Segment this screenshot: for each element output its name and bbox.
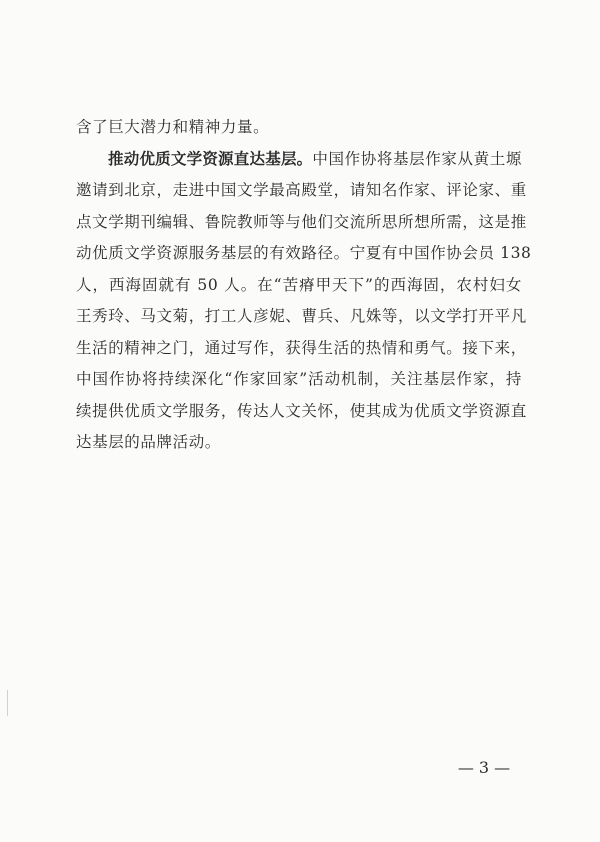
page-number: — 3 —: [457, 758, 511, 777]
paragraph-line-1-text: 中国作协将基层作家从黄土塬: [312, 149, 522, 168]
paragraph-line-4: 动优质文学资源服务基层的有效路径。宁夏有中国作协会员 138: [76, 244, 532, 262]
paragraph-line-7: 生活的精神之门，通过写作，获得生活的热情和勇气。接下来，: [76, 338, 527, 357]
paragraph-line-10: 达基层的品牌活动。: [76, 433, 221, 451]
scan-mark: [7, 690, 8, 716]
paragraph-line-8: 中国作协将持续深化“作家回家”活动机制，关注基层作家，持: [76, 370, 522, 388]
paragraph-line-9: 续提供优质文学服务，传达人文关怀，使其成为优质文学资源直: [76, 401, 527, 420]
continuation-line: 含了巨大潜力和精神力量。: [76, 118, 270, 136]
body-text: [76, 112, 532, 459]
paragraph-line-1: [76, 144, 522, 176]
paragraph-line-2: 邀请到北京，走进中国文学最高殿堂，请知名作家、评论家、重: [76, 181, 527, 199]
paragraph-lead: 推动优质文学资源直达基层。: [108, 149, 313, 168]
paragraph-line-5: 人，西海固就有 50 人。在“苦瘠甲天下”的西海固，农村妇女: [76, 275, 522, 294]
paragraph-line-6: 王秀玲、马文菊，打工人彦妮、曹兵、凡姝等，以文学打开平凡: [76, 307, 527, 325]
paragraph-line-3: 点文学期刊编辑、鲁院教师等与他们交流所思所想所需，这是推: [76, 212, 527, 231]
